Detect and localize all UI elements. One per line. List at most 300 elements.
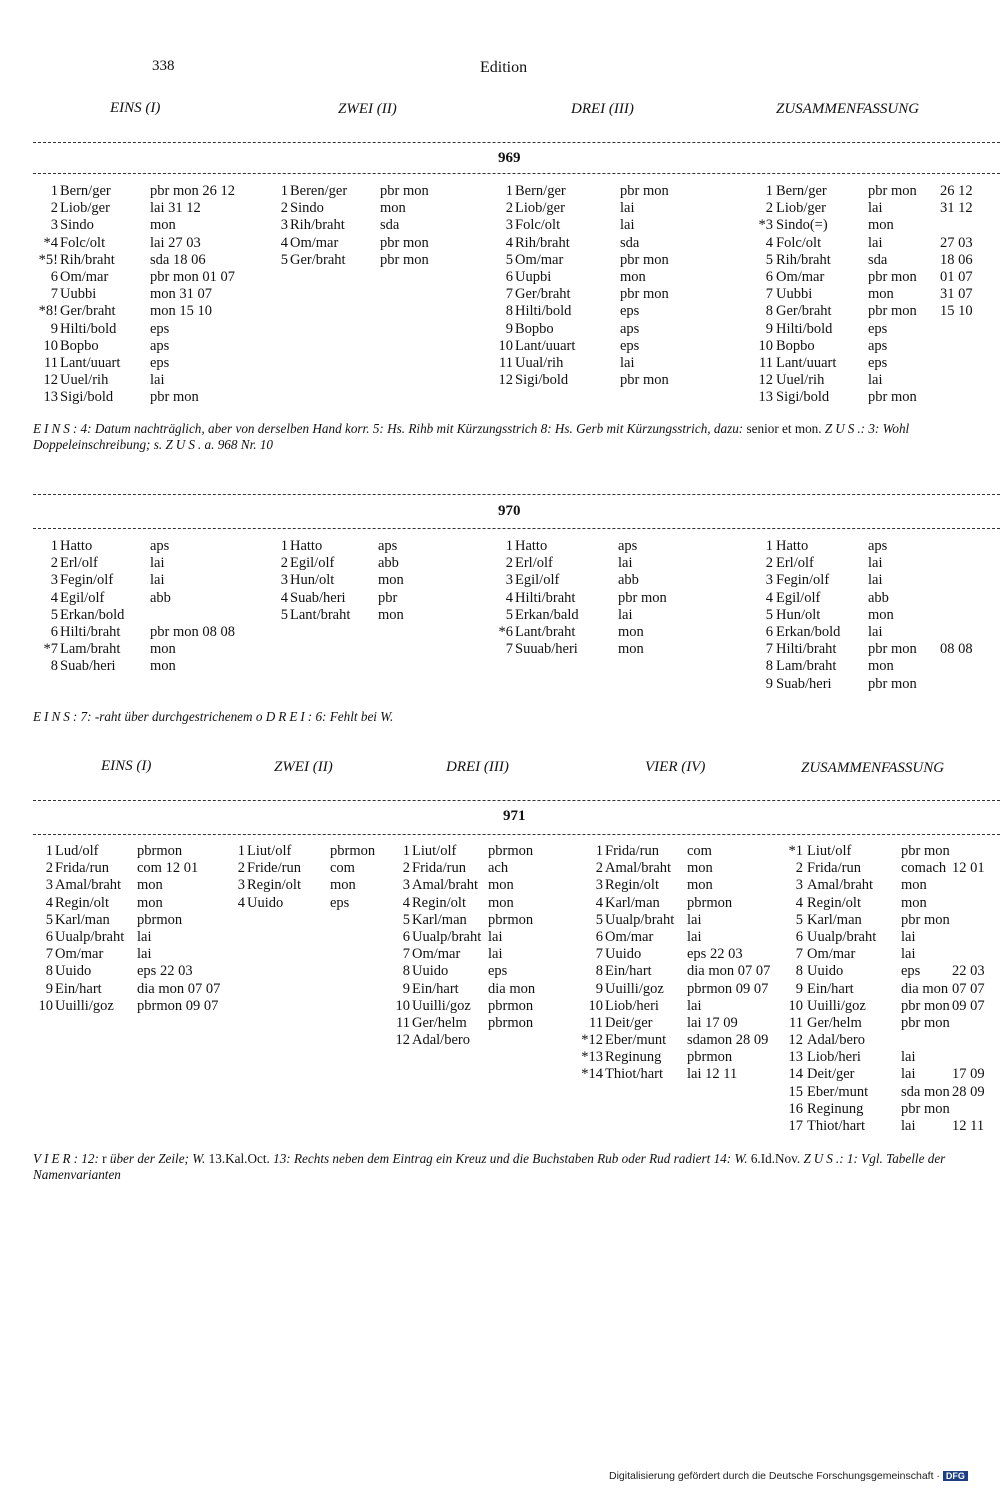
entry-number: 12 — [43, 372, 58, 389]
entry-name: Reginung — [807, 1100, 864, 1117]
entry-role: lai — [137, 946, 152, 963]
entry-number: 11 — [589, 1014, 603, 1031]
entry-date: 01 07 — [940, 268, 973, 285]
list-item — [485, 217, 745, 234]
entry-role: pbr mon — [868, 183, 917, 199]
entry-role: mon — [137, 894, 163, 911]
section-969-eins — [30, 183, 270, 406]
entry-number: 9 — [402, 980, 410, 997]
list-item — [385, 946, 585, 963]
entry-role: mon — [488, 877, 514, 894]
entry-number: 7 — [45, 946, 53, 963]
list-item — [485, 607, 745, 624]
entry-role: lai — [618, 606, 633, 623]
entry-number: 8 — [50, 658, 58, 675]
entry-name: Erl/olf — [776, 555, 814, 572]
entry-role: aps — [378, 538, 398, 554]
list-item — [260, 235, 490, 252]
list-item — [775, 929, 997, 946]
entry-name: Eber/munt — [605, 1032, 667, 1049]
entry-number: 5 — [795, 911, 803, 928]
list-item — [485, 641, 745, 658]
list-item — [230, 877, 390, 894]
entry-name: Ger/braht — [290, 251, 346, 268]
entry-number: 7 — [595, 946, 603, 963]
section-970-eins — [30, 538, 270, 676]
entry-name: Ger/helm — [807, 1014, 862, 1031]
divider — [33, 834, 1000, 835]
entry-date: 09 07 — [952, 997, 985, 1014]
entry-role: aps — [620, 320, 640, 337]
entry-role: eps — [150, 354, 170, 371]
list-item — [30, 555, 270, 572]
entry-name: Om/mar — [290, 234, 339, 251]
entry-role: lai — [868, 200, 883, 217]
entry-role: pbr mon 01 07 — [150, 268, 235, 285]
entry-name: Sindo — [290, 200, 324, 217]
entry-name: Hilti/braht — [515, 589, 576, 606]
list-item — [25, 860, 240, 877]
list-item — [570, 860, 780, 877]
entry-name: Bopbo — [515, 320, 554, 337]
entry-role: pbrmon — [687, 894, 733, 911]
entry-date: 15 10 — [940, 303, 973, 320]
section-971-zwei — [230, 843, 390, 912]
list-item — [25, 843, 240, 860]
entry-role: sda mon — [901, 1083, 950, 1100]
entry-name: Egil/olf — [776, 589, 821, 606]
entry-number: 3 — [595, 877, 603, 894]
entry-name: Fegin/olf — [776, 572, 830, 589]
entry-name: Frida/run — [412, 860, 466, 877]
entry-role: pbr mon — [868, 268, 917, 285]
entry-name: Uualp/braht — [605, 911, 675, 928]
entry-name: Karl/man — [412, 911, 467, 928]
entry-name: Liob/heri — [807, 1049, 861, 1066]
entry-role: pbr mon — [150, 389, 199, 406]
entry-role: mon — [687, 860, 713, 877]
list-item — [30, 641, 270, 658]
entry-name: Uubbi — [776, 286, 813, 303]
list-item — [30, 200, 270, 217]
entry-role: mon — [901, 877, 927, 894]
entry-name: Hun/olt — [776, 606, 821, 623]
entry-role: dia mon — [901, 980, 949, 997]
list-item — [30, 389, 270, 406]
list-item — [485, 200, 745, 217]
entry-number: 4 — [505, 234, 513, 251]
list-item — [570, 843, 780, 860]
entry-role: lai — [901, 1118, 916, 1134]
list-item — [775, 946, 997, 963]
entry-role: sda — [620, 234, 640, 251]
section-969-zwei — [260, 183, 490, 269]
entry-number: 6 — [50, 623, 58, 640]
entry-number: 9 — [795, 980, 803, 997]
list-item — [485, 590, 745, 607]
entry-role: abb — [868, 589, 889, 606]
entry-number: 5 — [50, 606, 58, 623]
list-item — [740, 338, 995, 355]
entry-role: pbr mon — [868, 389, 917, 406]
entry-role: eps — [901, 963, 921, 980]
list-item — [30, 217, 270, 234]
entry-role: com — [330, 860, 355, 877]
entry-name: Lant/braht — [290, 606, 351, 623]
entry-role: lai — [488, 928, 503, 945]
entry-name: Ger/braht — [515, 286, 571, 303]
list-item — [485, 321, 745, 338]
entry-role: mon — [687, 877, 713, 894]
entry-role: mon — [378, 606, 404, 623]
entry-role: lai — [687, 997, 702, 1014]
entry-role: sdamon 28 09 — [687, 1032, 769, 1049]
entry-number: 4 — [45, 894, 53, 911]
list-item — [570, 877, 780, 894]
entry-role: pbr mon — [380, 234, 429, 251]
entry-role: lai 12 11 — [687, 1066, 738, 1083]
entry-name: Om/mar — [807, 946, 856, 963]
entry-role: pbrmon — [687, 1049, 733, 1066]
entry-name: Om/mar — [605, 928, 654, 945]
entry-name: Karl/man — [807, 911, 862, 928]
entry-role: lai 17 09 — [687, 1014, 738, 1031]
entry-name: Hilti/bold — [776, 320, 833, 337]
entry-number: 8 — [765, 658, 773, 675]
entry-name: Regin/olt — [807, 894, 861, 911]
column-header-zus: ZUSAMMENFASSUNG — [801, 760, 945, 776]
entry-name: Hatto — [60, 538, 93, 554]
entry-number: 7 — [50, 286, 58, 303]
entry-number: 5 — [505, 606, 513, 623]
section-971-zusammenfassung — [775, 843, 997, 1135]
entry-name: Uuido — [412, 963, 449, 980]
list-item — [385, 912, 585, 929]
entry-name: Hilti/bold — [60, 320, 117, 337]
list-item — [385, 860, 585, 877]
list-item — [260, 183, 490, 200]
entry-role: pbrmon — [488, 997, 534, 1014]
entry-number: 14 — [788, 1066, 803, 1083]
entry-name: Uuilli/goz — [412, 997, 471, 1014]
list-item — [740, 389, 995, 406]
list-item — [25, 963, 240, 980]
entry-number: 6 — [505, 268, 513, 285]
entry-number: 9 — [595, 980, 603, 997]
list-item — [25, 981, 240, 998]
entry-number: 10 — [498, 337, 513, 354]
list-item — [570, 895, 780, 912]
footer-credit: Digitalisierung gefördert durch die Deutsche Forschungsgemeinschaft · DFG — [609, 1470, 968, 1482]
list-item — [30, 572, 270, 589]
entry-number: 8 — [505, 303, 513, 320]
entry-name: Rih/braht — [776, 251, 831, 268]
entry-name: Egil/olf — [290, 555, 335, 572]
list-item — [260, 607, 490, 624]
entry-date: 07 07 — [952, 980, 985, 997]
entry-role: lai — [901, 1049, 916, 1066]
entry-number: 6 — [765, 623, 773, 640]
entry-number: 11 — [789, 1014, 803, 1031]
entry-name: Hatto — [776, 538, 809, 554]
list-item — [385, 1015, 585, 1032]
list-item — [30, 590, 270, 607]
entry-role: lai — [901, 928, 916, 945]
entry-number: 7 — [505, 286, 513, 303]
entry-number: 10 — [43, 337, 58, 354]
entry-name: Thiot/hart — [605, 1066, 663, 1083]
list-item — [385, 895, 585, 912]
entry-number: 13 — [788, 1049, 803, 1066]
entry-name: Sigi/bold — [60, 389, 114, 406]
entry-number: 9 — [765, 320, 773, 337]
entry-number: 3 — [765, 572, 773, 589]
entry-name: Lud/olf — [55, 843, 99, 859]
entry-name: Uupbi — [515, 268, 552, 285]
entry-role: pbr mon 08 08 — [150, 623, 235, 640]
list-item — [740, 252, 995, 269]
entry-number: 12 — [788, 1032, 803, 1049]
entry-number: 5 — [765, 606, 773, 623]
entry-name: Sigi/bold — [776, 389, 830, 406]
entry-role: pbr mon — [380, 251, 429, 268]
entry-role: pbr mon — [901, 843, 950, 859]
entry-role: mon — [330, 877, 356, 894]
entry-number: 3 — [280, 572, 288, 589]
entry-number: 6 — [50, 268, 58, 285]
entry-number: 1 — [505, 538, 513, 554]
entry-number: 2 — [595, 860, 603, 877]
entry-name: Folc/olt — [60, 234, 106, 251]
entry-role: abb — [378, 555, 399, 572]
entry-name: Om/mar — [412, 946, 461, 963]
list-item — [485, 252, 745, 269]
entry-name: Hilti/bold — [515, 303, 572, 320]
entry-number: 15 — [788, 1083, 803, 1100]
entry-name: Rih/braht — [60, 251, 115, 268]
entry-name: Ein/hart — [807, 980, 854, 997]
entry-name: Karl/man — [605, 894, 660, 911]
entry-number: 6 — [595, 928, 603, 945]
entry-name: Erkan/bold — [60, 606, 125, 623]
column-header-eins: EINS (I) — [110, 100, 161, 116]
entry-number: *7 — [43, 641, 58, 658]
entry-number: 11 — [759, 354, 773, 371]
entry-number: 2 — [795, 860, 803, 877]
list-item — [775, 1032, 997, 1049]
entry-name: Bopbo — [60, 337, 99, 354]
entry-name: Uualp/braht — [55, 928, 125, 945]
entry-name: Lam/braht — [60, 641, 121, 658]
entry-role: pbr mon — [618, 589, 667, 606]
entry-number: 7 — [765, 286, 773, 303]
entry-name: Uubbi — [60, 286, 97, 303]
entry-role: pbr — [378, 589, 398, 606]
list-item — [775, 1084, 997, 1101]
entry-number: 11 — [396, 1014, 410, 1031]
list-item — [740, 217, 995, 234]
entry-role: dia mon — [488, 980, 536, 997]
list-item — [30, 658, 270, 675]
list-item — [775, 860, 997, 877]
entry-number: 5 — [45, 911, 53, 928]
entry-role: pbr mon — [620, 183, 669, 199]
entry-number: 8 — [765, 303, 773, 320]
entry-number: 2 — [45, 860, 53, 877]
list-item — [485, 372, 745, 389]
list-item — [385, 981, 585, 998]
entry-role: lai — [687, 911, 702, 928]
list-item — [230, 895, 390, 912]
list-item — [485, 235, 745, 252]
list-item — [740, 269, 995, 286]
entry-number: 10 — [788, 997, 803, 1014]
entry-number: 5 — [280, 606, 288, 623]
entry-role: lai — [901, 1066, 916, 1083]
list-item — [385, 963, 585, 980]
entry-role: aps — [150, 337, 170, 354]
entry-name: Amal/braht — [412, 877, 479, 894]
list-item — [385, 843, 585, 860]
list-item — [385, 877, 585, 894]
entry-number: 3 — [50, 217, 58, 234]
list-item — [260, 217, 490, 234]
column-header-zwei: ZWEI (II) — [338, 101, 397, 117]
entry-number: 1 — [50, 183, 58, 199]
entry-role: pbr mon — [380, 183, 429, 199]
entry-role: pbrmon — [330, 843, 376, 859]
entry-date: 31 07 — [940, 286, 973, 303]
entry-number: 10 — [758, 337, 773, 354]
divider — [33, 494, 1000, 495]
list-item — [260, 200, 490, 217]
entry-name: Uual/rih — [515, 354, 564, 371]
entry-number: 2 — [237, 860, 245, 877]
section-970-zwei — [260, 538, 490, 624]
list-item — [385, 929, 585, 946]
list-item — [230, 860, 390, 877]
list-item — [740, 607, 995, 624]
entry-name: Hilti/braht — [60, 623, 121, 640]
list-item — [485, 555, 745, 572]
list-item — [30, 321, 270, 338]
list-item — [570, 929, 780, 946]
entry-name: Om/mar — [515, 251, 564, 268]
entry-name: Amal/braht — [605, 860, 672, 877]
entry-role: sda — [868, 251, 888, 268]
list-item — [25, 998, 240, 1015]
section-969-zusammenfassung — [740, 183, 995, 406]
entry-name: Uuilli/goz — [55, 997, 114, 1014]
list-item — [570, 963, 780, 980]
entry-name: Folc/olt — [776, 234, 822, 251]
entry-role: aps — [868, 538, 888, 554]
list-item — [570, 912, 780, 929]
entry-name: Uuido — [55, 963, 92, 980]
year-heading: 971 — [503, 808, 526, 824]
column-header-zwei: ZWEI (II) — [274, 759, 333, 775]
entry-name: Egil/olf — [60, 589, 105, 606]
entry-number: 4 — [280, 234, 288, 251]
entry-number: 1 — [50, 538, 58, 554]
entry-name: Ger/braht — [776, 303, 832, 320]
list-item — [570, 998, 780, 1015]
list-item — [570, 981, 780, 998]
entry-name: Uuilli/goz — [807, 997, 866, 1014]
section-971-vier — [570, 843, 780, 1084]
entry-role: mon — [137, 877, 163, 894]
entry-number: 1 — [765, 183, 773, 199]
list-item — [485, 183, 745, 200]
list-item — [740, 200, 995, 217]
entry-role: pbrmon — [137, 911, 183, 928]
entry-role: mon 15 10 — [150, 303, 213, 320]
list-item — [740, 658, 995, 675]
entry-name: Sigi/bold — [515, 372, 569, 389]
entry-name: Liob/ger — [776, 200, 826, 217]
entry-name: Ger/braht — [60, 303, 116, 320]
entry-date: 12 01 — [952, 860, 985, 877]
entry-role: pbrmon — [137, 843, 183, 859]
list-item — [740, 235, 995, 252]
entry-role: pbrmon — [488, 843, 534, 859]
entry-name: Bopbo — [776, 337, 815, 354]
entry-role: mon — [150, 641, 176, 658]
entry-number: 3 — [795, 877, 803, 894]
entry-number: 1 — [402, 843, 410, 859]
entry-number: 16 — [788, 1100, 803, 1117]
entry-number: *13 — [581, 1049, 603, 1066]
list-item — [230, 843, 390, 860]
entry-number: 2 — [505, 200, 513, 217]
list-item — [30, 372, 270, 389]
entry-name: Uualp/braht — [807, 928, 877, 945]
entry-number: 3 — [402, 877, 410, 894]
entry-role: eps 22 03 — [137, 963, 193, 980]
entry-name: Ein/hart — [412, 980, 459, 997]
entry-role: mon — [150, 217, 176, 234]
entry-role: pbr mon — [620, 372, 669, 389]
entry-name: Suab/heri — [776, 675, 832, 692]
list-item — [485, 338, 745, 355]
entry-number: 5 — [765, 251, 773, 268]
entry-name: Liob/ger — [515, 200, 565, 217]
entry-name: Erkan/bald — [515, 606, 579, 623]
list-item — [485, 538, 745, 555]
entry-number: 5 — [280, 251, 288, 268]
list-item — [260, 538, 490, 555]
list-item — [775, 1015, 997, 1032]
entry-role: mon — [378, 572, 404, 589]
entry-number: *12 — [581, 1032, 603, 1049]
entry-role: ach — [488, 860, 509, 877]
entry-role: mon — [488, 894, 514, 911]
entry-role: pbrmon 09 07 — [137, 997, 219, 1014]
entry-role: pbr mon — [868, 641, 917, 658]
entry-name: Regin/olt — [247, 877, 301, 894]
entry-number: 12 — [395, 1032, 410, 1049]
entry-role: eps — [868, 354, 888, 371]
entry-role: pbr mon — [868, 303, 917, 320]
entry-number: *4 — [43, 234, 58, 251]
entry-number: 2 — [280, 200, 288, 217]
list-item — [260, 590, 490, 607]
list-item — [385, 998, 585, 1015]
entry-date: 31 12 — [940, 200, 973, 217]
entry-name: Deit/ger — [807, 1066, 855, 1083]
entry-role: lai — [488, 946, 503, 963]
entry-number: *1 — [788, 843, 803, 859]
